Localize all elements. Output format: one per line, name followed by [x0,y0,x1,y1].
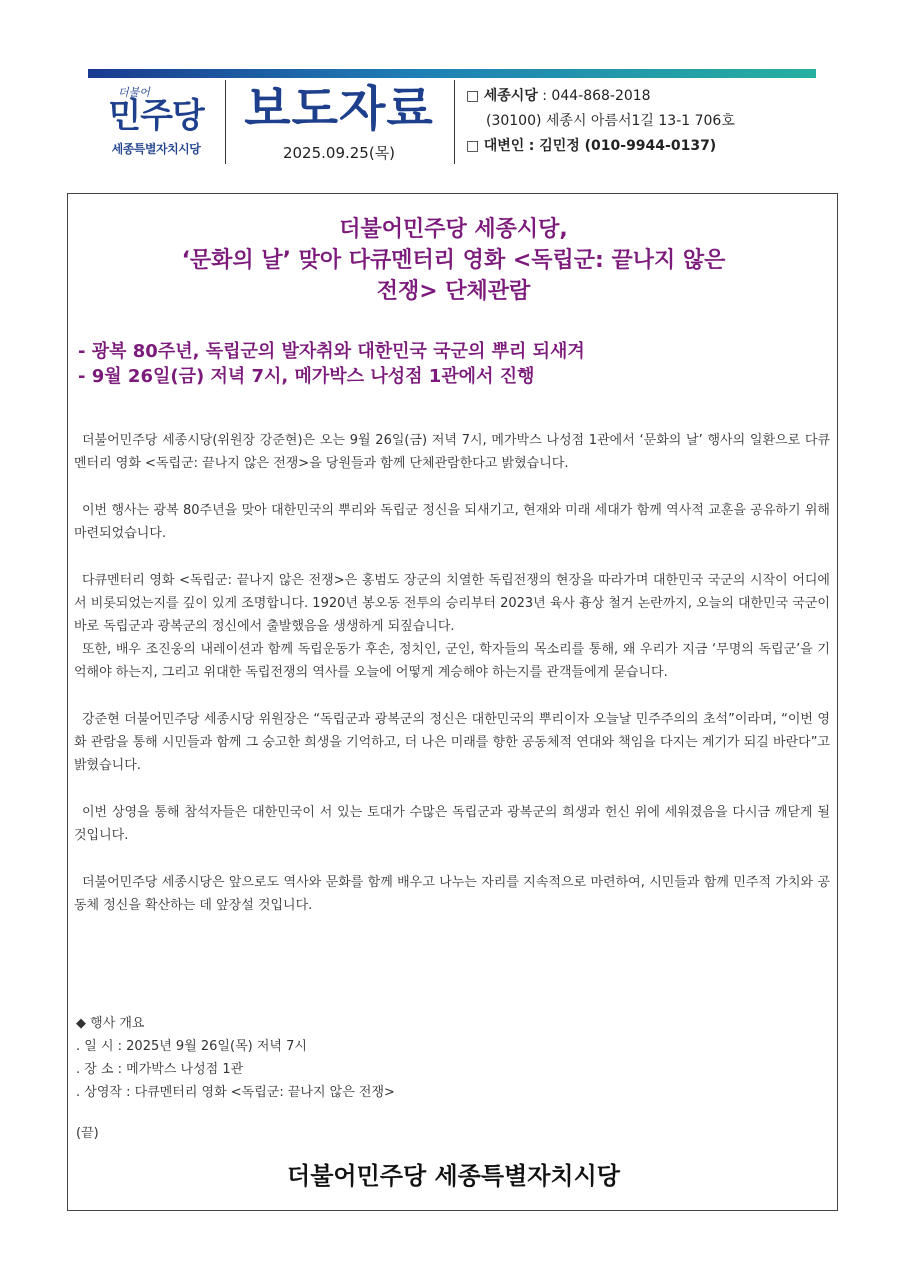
event-row: . 장 소 : 메가박스 나성점 1관 [76,1062,244,1077]
contact-info [466,84,816,159]
paragraph: 이번 행사는 광복 80주년을 맞아 대한민국의 뿌리와 독립군 정신을 되새기고, 현재와 미래 세대가 함께 역사적 교훈을 공유하기 위해 마련되었습니다. [74,503,830,541]
spokesperson-label: 대변인 [483,138,525,154]
paragraph: 강준현 더불어민주당 세종시당 위원장은 “독립군과 광복군의 정신은 대한민국의 뿌리이자 오늘날 민주주의의 초석”이라며, “이번 영화 관람을 통해 시민들과 함께 그 숭고한 희생을 기억하고, 더 나은 미래를 향한 공동체적 연대와 책임을 다지는 계기가 되길 바란다”고 밝혔습니다. [74,712,830,773]
paragraph: 이번 상영을 통해 참석자들은 대한민국이 서 있는 토대가 수많은 독립군과 광복군의 희생과 헌신 위에 세워졌음을 다시금 깨닫게 될 것입니다. [74,805,830,843]
press-title: 보도자료 [244,81,434,137]
office-contact-row [466,84,816,109]
header-color-bar [88,69,816,78]
press-date: 2025.09.25(목) [282,144,396,162]
checkbox-icon: □ [466,88,480,104]
press-header [88,78,816,166]
logo-main-text: 민주당 [108,96,204,136]
logo-sub-text: 세종특별자치시당 [111,142,201,156]
paragraph: 더불어민주당 세종시당은 앞으로도 역사와 문화를 함께 배우고 나누는 자리를 지속적으로 마련하여, 시민들과 함께 민주적 가치와 공동체 정신을 확산하는 데 앞장설 것입니다. [74,875,830,913]
subheadline: - 9월 26일(금) 저녁 7시, 메가박스 나성점 1관에서 진행 [78,366,535,387]
paragraph: 더불어민주당 세종시당(위원장 강준현)은 오는 9월 26일(금) 저녁 7시, 메가박스 나성점 1관에서 ‘문화의 날’ 행사의 일환으로 다큐멘터리 영화 <독립군: 끝나지 않은 전쟁>을 당원들과 함께 단체관람한다고 밝혔습니다. [74,433,830,471]
office-label: 세종시당 [483,88,538,104]
article-body [74,429,830,941]
header-divider [225,80,226,164]
footer-party-name: 더불어민주당 세종특별자치시당 [287,1162,620,1190]
press-title-block [228,78,450,166]
end-mark: (끝) [76,1126,99,1141]
headline [68,214,839,307]
event-row: . 일 시 : 2025년 9월 26일(목) 저녁 7시 [76,1039,307,1054]
event-title: ◆ 행사 개요 [76,1016,145,1031]
headline-line: ‘문화의 날’ 맞아 다큐멘터리 영화 <독립군: 끝나지 않은 [181,248,726,273]
press-body-box [67,193,838,1211]
checkbox-icon: □ [466,138,480,154]
headline-line: 전쟁> 단체관람 [376,279,531,304]
logo-small-text: 더불어 [118,86,150,99]
header-divider [454,80,455,164]
office-phone: : 044-868-2018 [542,88,651,104]
paragraph: 다큐멘터리 영화 <독립군: 끝나지 않은 전쟁>은 홍범도 장군의 치열한 독립전쟁의 현장을 따라가며 대한민국 국군의 시작이 어디에서 비롯되었는지를 깊이 있게 조명합니다. 1920년 봉오동 전투의 승리부터 2023년 육사 흉상 철거 논란까지, 오늘의 대한민국 국군이 바로 독립군과 광복군의 정신에서 출발했음을 생생하게 되짚습니다. [74,573,830,634]
paragraph: 또한, 배우 조진웅의 내레이션과 함께 독립운동가 후손, 정치인, 군인, 학자들의 목소리를 통해, 왜 우리가 지금 ‘무명의 독립군’을 기억해야 하는지, 그리고 위대한 독립전쟁의 역사를 오늘에 어떻게 계승해야 하는지를 관객들에게 묻습니다. [74,642,830,680]
event-row: . 상영작 : 다큐멘터리 영화 <독립군: 끝나지 않은 전쟁> [76,1085,395,1100]
spokesperson-value: : 김민정 (010-9944-0137) [528,138,717,154]
headline-line: 더불어민주당 세종시당, [339,217,568,242]
subheadline: - 광복 80주년, 독립군의 발자취와 대한민국 국군의 뿌리 되새겨 [78,341,585,362]
spokesperson-row [466,134,816,159]
subheadlines [78,339,828,389]
party-logo [88,78,224,166]
event-overview [76,1012,776,1104]
office-address: (30100) 세종시 아름서1길 13-1 706호 [486,113,735,129]
